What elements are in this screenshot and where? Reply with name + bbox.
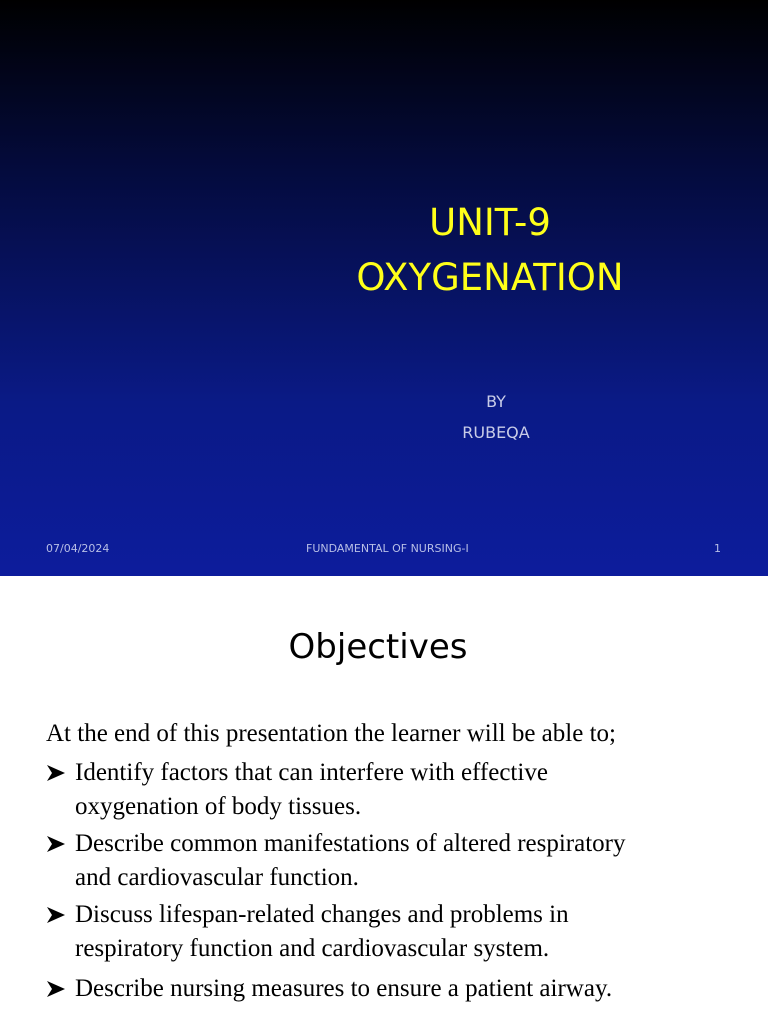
objective-line: Identify factors that can interfere with effective <box>75 759 548 786</box>
objective-line: and cardiovascular function. <box>75 864 359 891</box>
objectives-title: Objectives <box>288 627 468 667</box>
arrow-bullet-icon <box>46 980 66 998</box>
objectives-intro: At the end of this presentation the learner will be able to; <box>46 720 616 747</box>
author-name: RUBEQA <box>462 423 530 442</box>
slide-title-topic: OXYGENATION <box>356 256 624 299</box>
objective-line: Discuss lifespan-related changes and problems in <box>75 901 569 928</box>
footer-course: FUNDAMENTAL OF NURSING-I <box>306 542 469 555</box>
arrow-bullet-icon <box>46 764 66 782</box>
objectives-slide <box>0 576 768 1024</box>
arrow-bullet-icon <box>46 835 66 853</box>
objective-line: Describe common manifestations of altered respiratory <box>75 830 626 857</box>
objective-line: Describe nursing measures to ensure a patient airway. <box>75 975 613 1002</box>
footer-page-number: 1 <box>714 542 721 555</box>
objective-line: respiratory function and cardiovascular system. <box>75 935 550 962</box>
objective-line: oxygenation of body tissues. <box>75 793 362 820</box>
arrow-bullet-icon <box>46 906 66 924</box>
slide-title-unit: UNIT-9 <box>429 201 551 244</box>
by-label: BY <box>486 392 506 411</box>
footer-date: 07/04/2024 <box>46 542 110 555</box>
